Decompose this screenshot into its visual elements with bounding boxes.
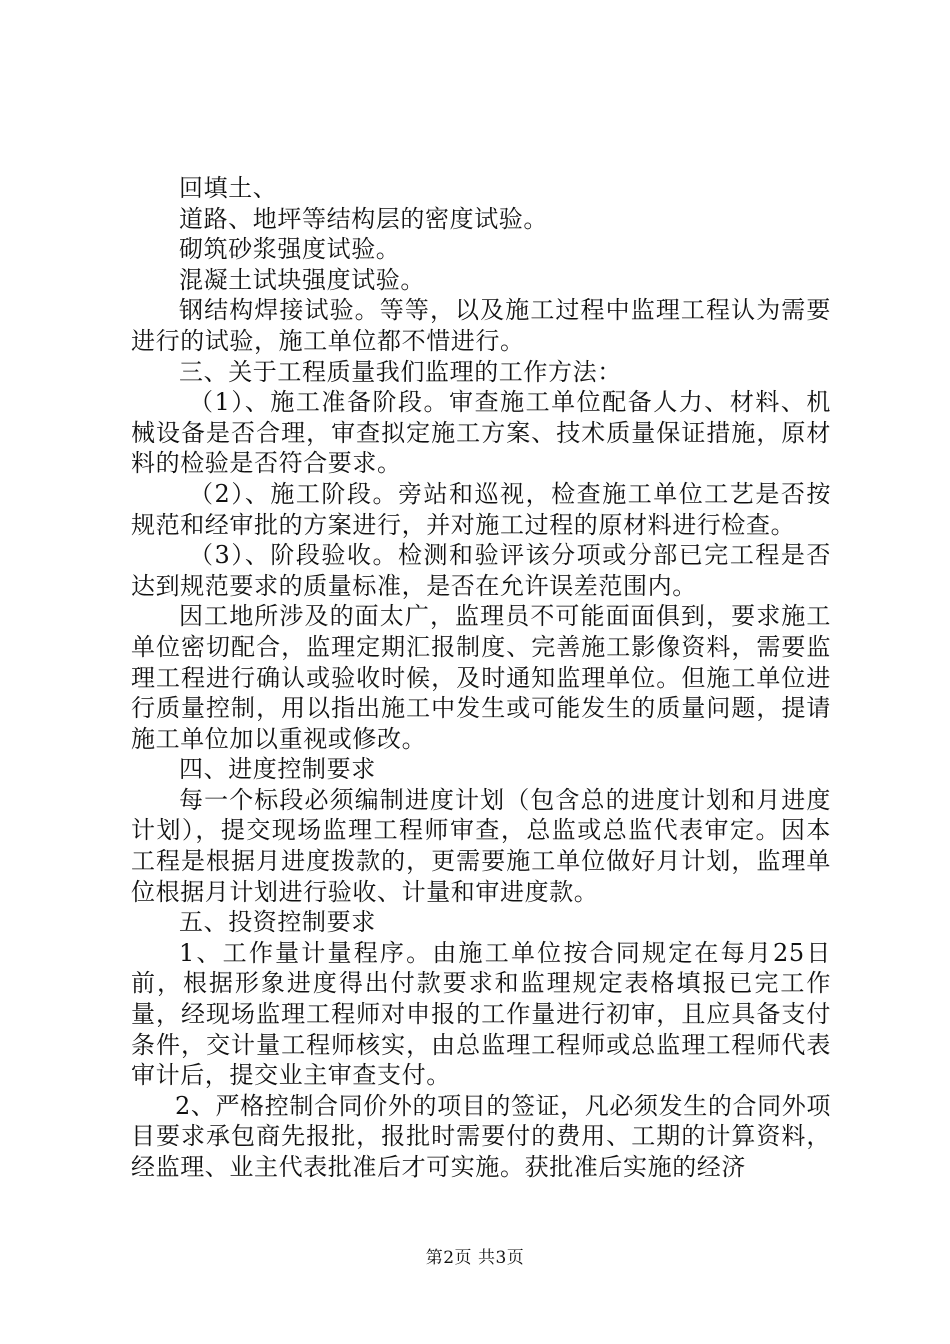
- paragraph-schedule-plan: 每一个标段必须编制进度计划（包含总的进度计划和月进度计划），提交现场监理工程师审查，总监或总监代表审定。因本工程是根据月进度拨款的，更需要施工单位做好月计划，监理单位根据月计划进行验收、计量和审进度款。: [131, 785, 831, 906]
- heading-investment-control: 五、投资控制要求: [179, 908, 376, 937]
- heading-quality-method: 三、关于工程质量我们监理的工作方法：: [179, 357, 622, 386]
- page-number-footer: 第2页 共3页: [425, 1248, 525, 1268]
- paragraph-acceptance-stage: （3）、阶段验收。检测和验评该分项或分部已完工程是否达到规范要求的质量标准，是否在允许误差范围内。: [131, 541, 831, 600]
- paragraph-extra-items-visa: 2、严格控制合同价外的项目的签证，凡必须发生的合同外项目要求承包商先报批，报批时需要付的费用、工期的计算资料，经监理、业主代表批准后才可实施。获批准后实施的经济: [131, 1091, 831, 1181]
- paragraph-concrete-strength: 混凝土试块强度试验。: [179, 265, 425, 294]
- paragraph-road-density: 道路、地坪等结构层的密度试验。: [179, 204, 548, 233]
- paragraph-preparation-stage: （1）、施工准备阶段。审查施工单位配备人力、材料、机械设备是否合理，审查拟定施工方案、技术质量保证措施，原材料的检验是否符合要求。: [131, 388, 831, 478]
- paragraph-site-coordination: 因工地所涉及的面太广，监理员不可能面面俱到，要求施工单位密切配合，监理定期汇报制度、完善施工影像资料，需要监理工程进行确认或验收时候，及时通知监理单位。但施工单位进行质量控制，用以指出施工中发生或可能发生的质量问题，提请施工单位加以重视或修改。: [131, 602, 831, 753]
- paragraph-measurement-procedure: 1、工作量计量程序。由施工单位按合同规定在每月25日前，根据形象进度得出付款要求和监理规定表格填报已完工作量，经现场监理工程师对申报的工作量进行初审，且应具备支付条件，交计量工程师核实，由总监理工程师或总监理工程师代表审计后，提交业主审查支付。: [131, 938, 831, 1090]
- paragraph-steel-welding: 钢结构焊接试验。等等，以及施工过程中监理工程认为需要进行的试验，施工单位都不惜进行。: [131, 296, 831, 355]
- paragraph-construction-stage: （2）、施工阶段。旁站和巡视，检查施工单位工艺是否按规范和经审批的方案进行，并对施工过程的原材料进行检查。: [131, 479, 831, 539]
- paragraph-mortar-strength: 砌筑砂浆强度试验。: [179, 235, 401, 264]
- paragraph-backfill: 回填土、: [179, 174, 278, 202]
- document-body: [131, 173, 831, 1183]
- heading-schedule-control: 四、进度控制要求: [179, 755, 376, 784]
